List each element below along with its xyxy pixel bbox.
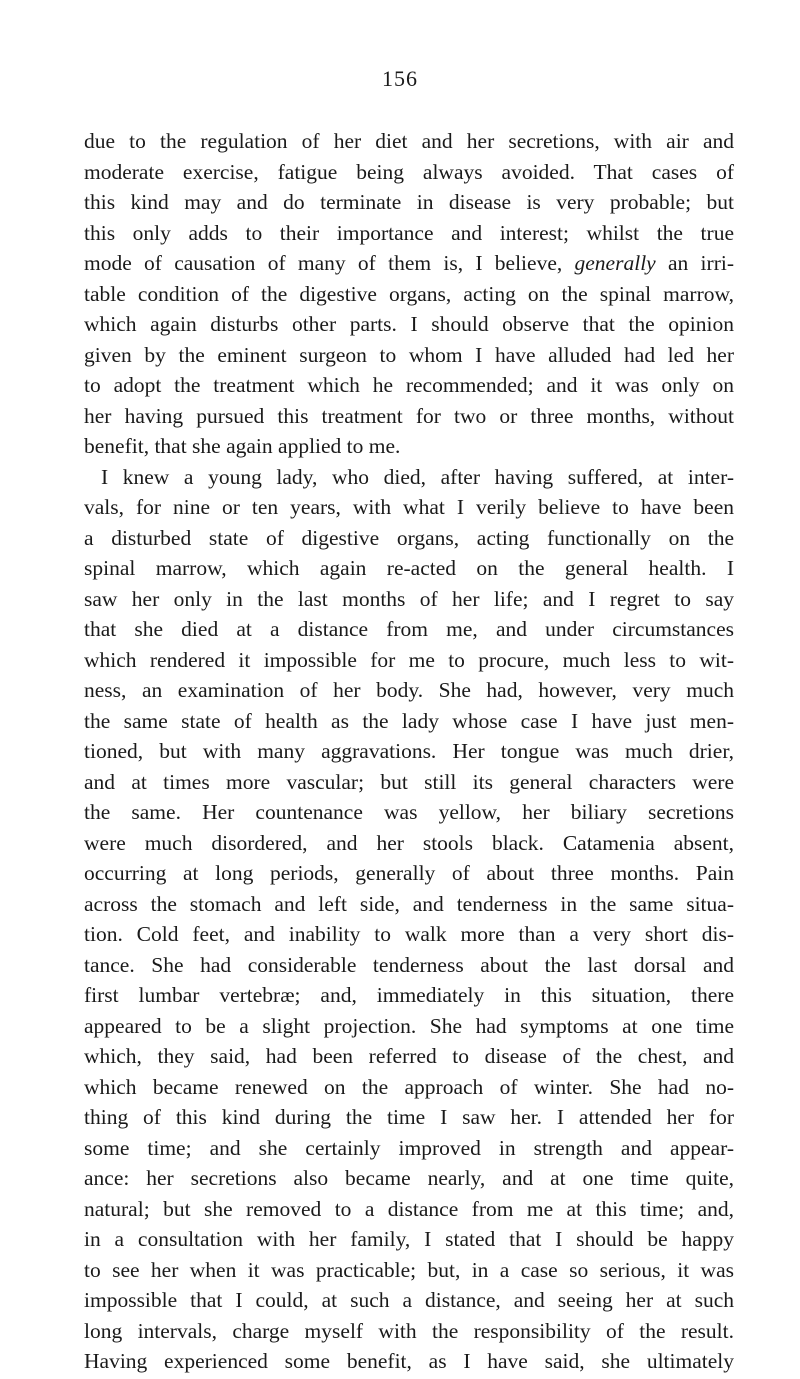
page-number: 156 — [382, 66, 418, 91]
text-line: in a consultation with her family, I stated that I should be happy — [84, 1227, 734, 1251]
text-line: which again disturbs other parts. I should observe that the opinion — [84, 312, 734, 336]
text-line: spinal marrow, which again re-acted on the general health. I — [84, 556, 734, 580]
text-line: some time; and she certainly improved in strength and appear- — [84, 1135, 734, 1160]
emphasis: generally — [574, 251, 656, 275]
text-line: benefit, that she again applied to me. — [84, 434, 401, 458]
text-line: Having experienced some benefit, as I have said, she ultimately — [84, 1349, 734, 1373]
text-line: thing of this kind during the time I saw her. I attended her for — [84, 1105, 734, 1129]
text-line: natural; but she removed to a distance from me at this time; and, — [84, 1196, 734, 1221]
text-line: ance: her secretions also became nearly, and at one time quite, — [84, 1166, 734, 1190]
text-line: saw her only in the last months of her life; and I regret to say — [84, 586, 734, 611]
body-text — [84, 126, 734, 1377]
text-line: occurring at long periods, generally of about three months. Pain — [84, 861, 734, 885]
text-line: tance. She had considerable tenderness about the last dorsal and — [84, 952, 734, 977]
text-line: to adopt the treatment which he recommended; and it was only on — [84, 373, 734, 397]
text-line: moderate exercise, fatigue being always avoided. That cases of — [84, 159, 734, 184]
text-line: which, they said, had been referred to disease of the chest, and — [84, 1044, 734, 1068]
text-line: table condition of the digestive organs, acting on the spinal marrow, — [84, 281, 734, 306]
text-line: impossible that I could, at such a distance, and seeing her at such — [84, 1288, 734, 1312]
text-line: long intervals, charge myself with the responsibility of the result. — [84, 1318, 734, 1343]
text-line: tion. Cold feet, and inability to walk more than a very short dis- — [84, 922, 734, 946]
text-line: this kind may and do terminate in disease is very probable; but — [84, 190, 734, 214]
text-line: vals, for nine or ten years, with what I verily believe to have been — [84, 495, 734, 519]
text-line: across the stomach and left side, and tenderness in the same situa- — [84, 891, 734, 916]
text-line: this only adds to their importance and interest; whilst the true — [84, 220, 734, 245]
text-line: which rendered it impossible for me to procure, much less to wit- — [84, 647, 734, 672]
text-line: I knew a young lady, who died, after having suffered, at inter- — [101, 464, 734, 489]
text-line: mode of causation of many of them is, I believe, generally an irri- — [84, 251, 734, 275]
text-line: that she died at a distance from me, and under circumstances — [84, 617, 734, 641]
text-line: were much disordered, and her stools black. Catamenia absent, — [84, 830, 734, 855]
text-line: and at times more vascular; but still its general characters were — [84, 769, 734, 794]
text-line: the same state of health as the lady whose case I have just men- — [84, 708, 734, 733]
text-line: which became renewed on the approach of winter. She had no- — [84, 1074, 734, 1099]
text-line: appeared to be a slight projection. She had symptoms at one time — [84, 1013, 734, 1038]
text-line: her having pursued this treatment for two or three months, without — [84, 403, 734, 428]
text-line: to see her when it was practicable; but, in a case so serious, it was — [84, 1257, 734, 1282]
text-line: given by the eminent surgeon to whom I have alluded had led her — [84, 342, 734, 367]
text-line: first lumbar vertebræ; and, immediately in this situation, there — [84, 983, 734, 1007]
text-line: due to the regulation of her diet and her secretions, with air and — [84, 129, 734, 153]
text-line: the same. Her countenance was yellow, her biliary secretions — [84, 800, 734, 824]
text-line: a disturbed state of digestive organs, acting functionally on the — [84, 525, 734, 550]
text-line: ness, an examination of her body. She had, however, very much — [84, 678, 734, 702]
text-line: tioned, but with many aggravations. Her tongue was much drier, — [84, 739, 734, 763]
